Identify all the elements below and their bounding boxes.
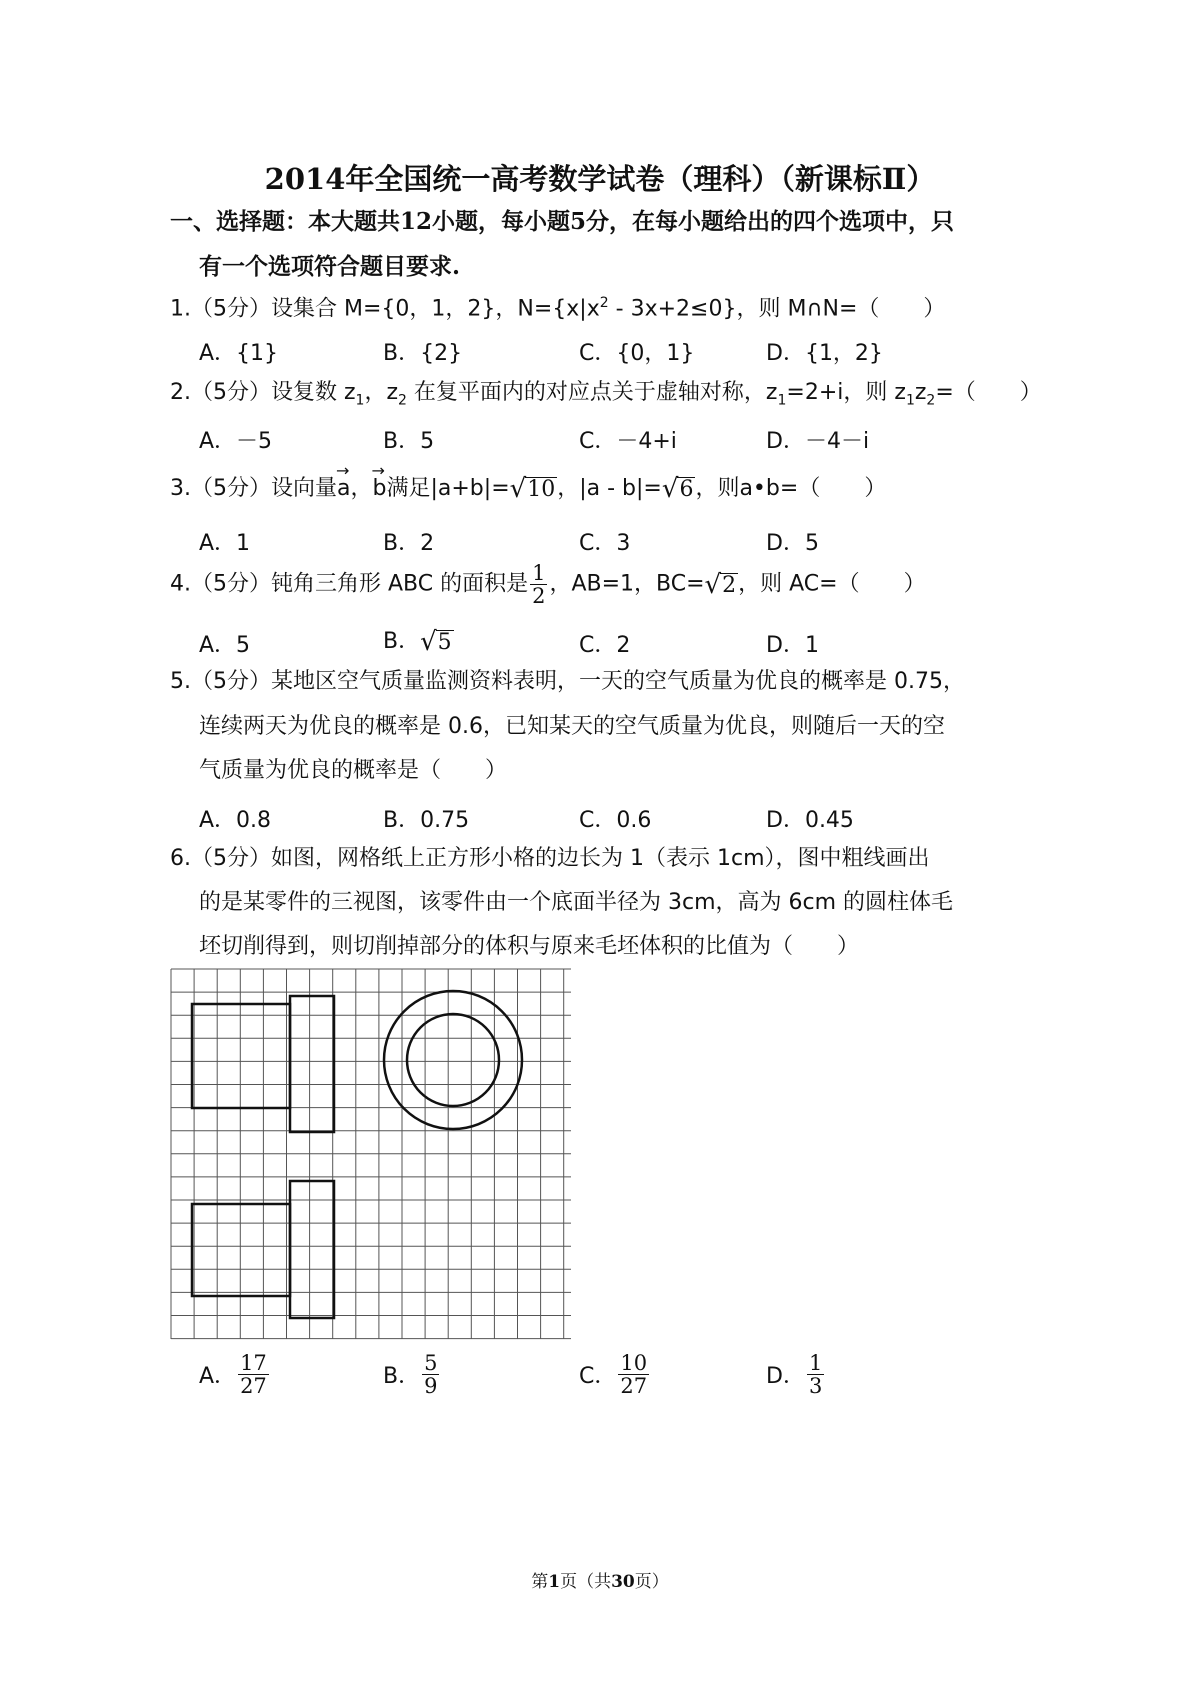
- q3-option-c: C．3: [579, 531, 631, 556]
- side-view-right-rect: [290, 1181, 334, 1318]
- vector-a: → a: [337, 472, 350, 504]
- side-view-left-rect: [192, 1204, 290, 1296]
- question-2: 2.（5分）设复数 $z_1$，$z_2$ 在复平面内的对应点关于虚轴对称，$z_1=2+i$，则 $z_1z_2=$（ ）: [170, 380, 1042, 409]
- q6-option-b: B． $\frac{5}{9}$: [383, 1351, 438, 1398]
- front-view-left-rect: [192, 1004, 290, 1108]
- q4-option-b: B． √ 5: [383, 627, 452, 657]
- question-5-line3: 气质量为优良的概率是（ ）: [199, 758, 508, 783]
- page-footer: 第1页（共30页）: [531, 1572, 669, 1592]
- question-4: 4.（5分）钝角三角形 ABC 的面积是 $\frac{1}{2}$ ，AB=1，BC= √ 2 ，则 AC=（ ）: [170, 561, 926, 608]
- fraction-one-half: $\frac{1}{2}$: [532, 561, 546, 608]
- question-5-line1: 5.（5分）某地区空气质量监测资料表明，一天的空气质量为优良的概率是 0.75，: [170, 669, 965, 694]
- q2-option-d: D．－4－i: [766, 429, 870, 454]
- top-view-inner-circle: [407, 1014, 499, 1106]
- q1-option-c: C．{0，1}: [579, 341, 695, 366]
- question-5-line2: 连续两天为优良的概率是 0.6，已知某天的空气质量为优良，则随后一天的空: [199, 714, 945, 739]
- q4-option-d: D．1: [766, 633, 819, 658]
- question-3: 3.（5分）设向量→ a，→ b满足|a+b|= √ 10 ，|a - b|= √ 6 ，则a•b=（ ）: [170, 472, 886, 504]
- q5-option-c: C．0.6: [579, 808, 652, 833]
- sqrt-6: √ 6: [661, 474, 694, 504]
- top-view-outer-circle: [384, 991, 522, 1129]
- section-heading: 一、选择题：本大题共12小题，每小题5分，在每小题给出的四个选项中，只: [170, 208, 955, 235]
- q3-option-a: A．1: [199, 531, 251, 556]
- q1-option-b: B．{2}: [383, 341, 463, 366]
- q4-option-c: C．2: [579, 633, 631, 658]
- q1-option-a: A．{1}: [199, 341, 279, 366]
- three-view-figure: [170, 968, 574, 1342]
- question-6-line2: 的是某零件的三视图，该零件由一个底面半径为 3cm，高为 6cm 的圆柱体毛: [199, 890, 954, 915]
- sqrt-10: √ 10: [509, 474, 556, 504]
- q5-option-d: D．0.45: [766, 808, 854, 833]
- q6-option-d: D． $\frac{1}{3}$: [766, 1351, 823, 1398]
- vector-b: → b: [373, 472, 387, 504]
- q6-option-a: A． $\frac{17}{27}$: [199, 1351, 267, 1398]
- q5-option-a: A．0.8: [199, 808, 272, 833]
- q3-option-b: B．2: [383, 531, 435, 556]
- sqrt-2: √ 2: [704, 569, 737, 600]
- q2-option-b: B．5: [383, 429, 435, 454]
- q1-option-d: D．{1，2}: [766, 341, 883, 366]
- front-view-right-rect: [290, 996, 334, 1132]
- question-1: 1.（5分）设集合 M={0，1，2}，$N=\{x|x^2 - 3x+2\le 0\}$，则 M∩N=（ ）: [170, 295, 946, 322]
- q3-option-d: D．5: [766, 531, 819, 556]
- q2-option-a: A．－5: [199, 429, 273, 454]
- page-title: 2014年全国统一高考数学试卷（理科）（新课标Ⅱ）: [264, 162, 936, 196]
- q2-option-c: C．－4+i: [579, 429, 677, 454]
- section-heading-cont: 有一个选项符合题目要求.: [199, 253, 461, 280]
- q5-option-b: B．0.75: [383, 808, 470, 833]
- q6-option-c: C． $\frac{10}{27}$: [579, 1351, 648, 1398]
- q4-option-a: A．5: [199, 633, 251, 658]
- question-6-line3: 坯切削得到，则切削掉部分的体积与原来毛坯体积的比值为（ ）: [199, 934, 860, 959]
- question-6-line1: 6.（5分）如图，网格纸上正方形小格的边长为 1（表示 1cm），图中粗线画出: [170, 846, 930, 871]
